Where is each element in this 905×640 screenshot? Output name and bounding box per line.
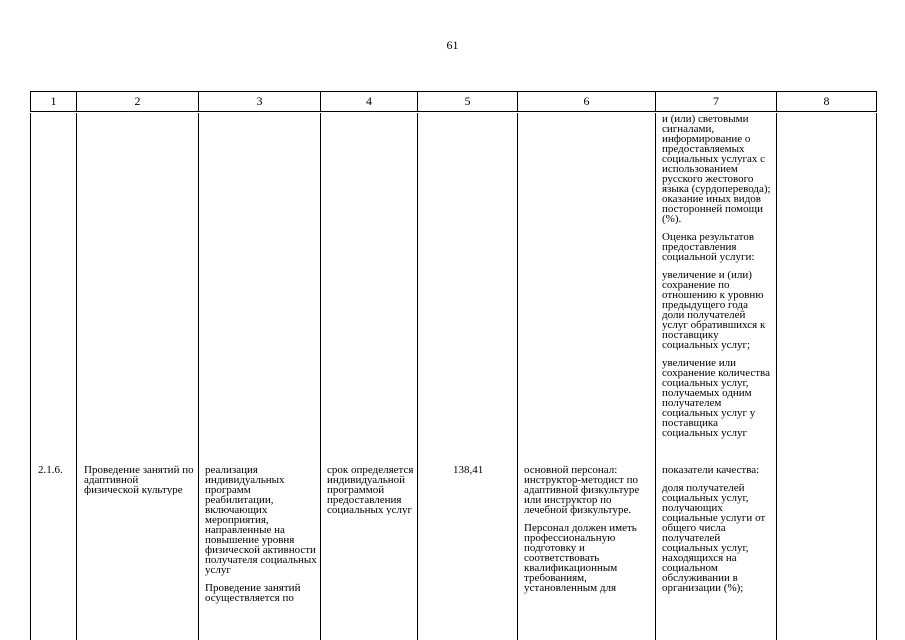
column-border bbox=[320, 113, 321, 640]
column-border bbox=[417, 113, 418, 640]
column-number-7: 7 bbox=[656, 92, 777, 112]
continued-paragraph: и (или) световыми сигналами, информирование о предоставляемых социальных услугах с использованием русского жестового языка (сурдоперевода); оказание иных видов посторонней помощи (%). bbox=[662, 114, 771, 225]
staff-paragraph: Персонал должен иметь профессиональную подготовку и соответствовать квалификационным требованиям, установленным для bbox=[524, 522, 637, 594]
column-number-1: 1 bbox=[31, 92, 77, 112]
indicator-paragraph: показатели качества: bbox=[662, 465, 760, 476]
column-number-4: 4 bbox=[321, 92, 418, 112]
staff-paragraph: основной персонал: инструктор-методист по адаптивной физкультуре или инструктор по лечебной физкультуре. bbox=[524, 465, 640, 516]
continued-paragraph: увеличение и (или) сохранение по отношению к уровню предыдущего года доли получателей услуг обратившихся к поставщику социальных услуг; bbox=[662, 269, 766, 351]
column-number-2: 2 bbox=[77, 92, 199, 112]
column-border bbox=[517, 113, 518, 640]
service-staff bbox=[524, 465, 650, 640]
service-name: Проведение занятий по адаптивной физической культуре bbox=[84, 465, 194, 495]
row-number: 2.1.6. bbox=[38, 465, 63, 475]
column-number-3: 3 bbox=[199, 92, 321, 112]
indicator-paragraph: доля получателей социальных услуг, получающих социальные услуги от общего числа получателей социальных услуг, находящихся на социальном обслуживании в организации (%); bbox=[662, 482, 766, 594]
column-border bbox=[876, 113, 877, 640]
service-term: срок определяется индивидуальной программой предоставления социальных услуг bbox=[327, 465, 414, 515]
column-border bbox=[198, 113, 199, 640]
service-tariff: 138,41 bbox=[453, 465, 484, 475]
service-quality-indicators bbox=[662, 465, 772, 640]
continued-quality-indicators bbox=[662, 114, 772, 459]
description-paragraph: реализация индивидуальных программ реабилитации, включающих мероприятия, направленные на повышение уровня физической активности получателя социальных услуг bbox=[205, 465, 317, 576]
description-paragraph: Проведение занятий осуществляется по bbox=[205, 582, 301, 604]
column-border bbox=[655, 113, 656, 640]
column-number-6: 6 bbox=[518, 92, 656, 112]
page-number: 61 bbox=[446, 38, 459, 52]
column-number-8: 8 bbox=[777, 92, 877, 112]
column-number-header bbox=[30, 91, 877, 112]
service-description bbox=[205, 465, 317, 640]
column-number-5: 5 bbox=[418, 92, 518, 112]
continued-paragraph: Оценка результатов предоставления социальной услуги: bbox=[662, 231, 755, 263]
column-border bbox=[30, 113, 31, 640]
column-border bbox=[76, 113, 77, 640]
column-border bbox=[776, 113, 777, 640]
continued-paragraph: увеличение или сохранение количества социальных услуг, получаемых одним получателем социальных услуг у поставщика социальных услуг bbox=[662, 357, 770, 439]
